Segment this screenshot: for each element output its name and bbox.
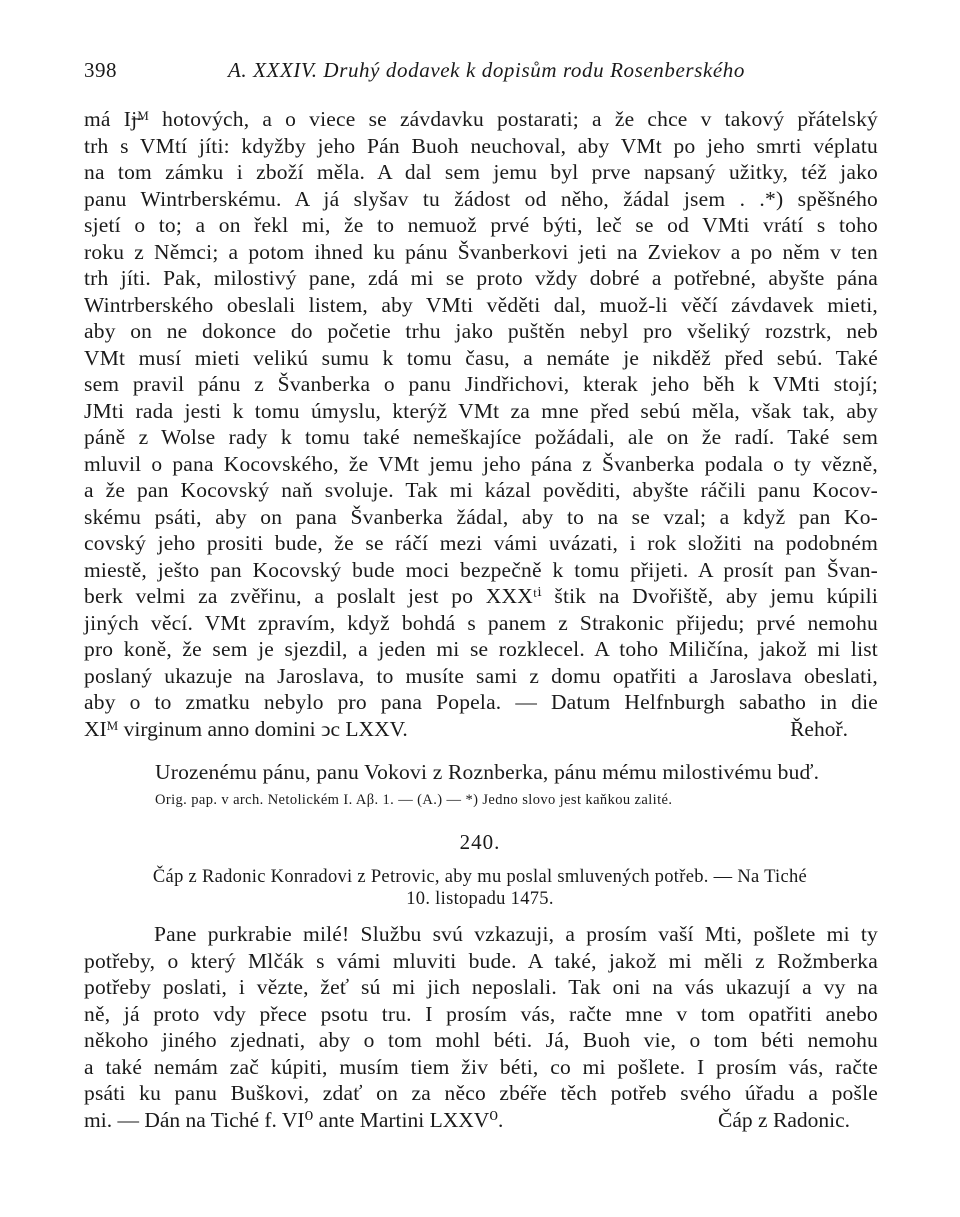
page-number: 398	[84, 58, 117, 82]
text-line: skému psáti, aby on pana Švanberka žádal, aby to na se vzal; a když pan Ko-	[84, 504, 878, 529]
letter-240-body	[84, 921, 878, 1133]
signature: Čáp z Radonic.	[718, 1107, 850, 1132]
running-title: A. XXXIV. Druhý dodavek k dopisům rodu Rosenberského	[228, 58, 746, 82]
text-line: trh jíti. Pak, milostivý pane, zdá mi se proto vždy dobré a potřebné, abyšte pána	[84, 266, 878, 290]
text-line: a také nemám zač kúpiti, musím tiem živ béti, co mi pošlete. I prosím vás, račte	[84, 1054, 878, 1079]
summary-line: Čáp z Radonic Konradovi z Petrovic, aby mu poslal smluvených potřeb. — Na Tiché	[152, 867, 808, 887]
text-line: miestě, ješto pan Kocovský bude moci bezpečně k tomu přijeti. A prosít pan Švan-	[84, 557, 878, 582]
closing-date: XIᴹ virginum anno domini ↄc LXXV.	[84, 716, 408, 741]
text-line: má Ij̶ᴹ hotových, a o viece se závdavku postarati; a že chce v takový přátelský	[84, 107, 878, 131]
text-line: Wintrberského obeslali listem, aby VMti věděti dal, muož-li věčí závdavek mieti,	[84, 292, 878, 317]
text-line: JMti rada jesti k tomu úmyslu, kterýž VMt za mne před sebú měla, však tak, aby	[84, 398, 878, 423]
text-line: trh s VMtí jíti: kdyžby jeho Pán Buoh neuchoval, aby VMt po jeho smrti véplatu	[84, 133, 878, 158]
text-line: aby on ne dokonce do početie trhu jako puštěn nebyl pro všeliký rozstrk, neb	[84, 319, 878, 343]
text-line: páně z Wolse rady k tomu také nemeškajíce požádali, ale on že radí. Také sem	[84, 425, 878, 449]
text-line: potřeby poslati, i vězte, žeť sú mi jich neposlali. Tak oni na vás ukazují a vy na	[84, 975, 878, 999]
text-line: jiných věcí. VMt zpravím, když bohdá s panem z Strakonic přijedu; prvé nemohu	[84, 610, 878, 635]
document-summary	[100, 866, 860, 910]
source-note: Orig. pap. v arch. Netolickém I. Aβ. 1. — (A.) — *) Jedno slovo jest kaňkou zalité.	[155, 792, 673, 808]
letter-address: Urozenému pánu, panu Vokovi z Roznberka, pánu mému milostivému buď.	[155, 760, 820, 784]
text-line: sjetí o to; a on řekl mi, že to nemuož prvé býti, leč se od VMti vrátí s toho	[84, 213, 878, 237]
document-number: 240.	[459, 830, 501, 854]
text-line: poslaný ukazuje na Jaroslava, to musíte sami z domu opatřiti a Jaroslava obeslati,	[84, 663, 878, 688]
running-header	[84, 58, 880, 88]
closing-row	[84, 716, 878, 743]
text-line: psáti ku panu Buškovi, zdať on za něco zbéře těch potřeb svého úřadu a pošle	[84, 1081, 878, 1105]
letter-239-body	[84, 106, 878, 742]
summary-line: 10. listopadu 1475.	[406, 889, 554, 909]
text-line: panu Wintrberskému. A já slyšav tu žádost od něho, žádal jsem . .*) spěšného	[84, 186, 878, 211]
text-line: ně, já proto vdy přece psotu tru. I prosím vás, račte mne v tom opatřiti anebo	[84, 1001, 878, 1026]
closing-row	[84, 1107, 878, 1134]
text-line: sem pravil pánu z Švanberka o panu Jindřichovi, kterak jeho běh k VMti stojí;	[84, 372, 878, 396]
text-line: a že pan Kocovský naň svoluje. Tak mi kázal pověditi, abyšte ráčili panu Kocov-	[84, 478, 878, 502]
text-line: na tom zámku i zboží měla. A dal sem jemu byl prve napsaný užitky, též jako	[84, 160, 878, 184]
text-line: pro koně, že sem je sjezdil, a jeden mi se rozklecel. A toho Miličína, jakož mi list	[84, 637, 878, 661]
text-line: potřeby, o který Mlčák s vámi mluviti bude. A také, jakož mi měli z Rožmberka	[84, 948, 878, 973]
closing-date: mi. — Dán na Tiché f. VI⁰ ante Martini LXXV⁰.	[84, 1107, 504, 1132]
text-line: covský jeho prositi bude, že se ráčí mezi vámi uvázati, i rok složiti na podobném	[84, 531, 878, 555]
text-line: berk velmi za zvěřinu, a poslalt jest po XXXᵗⁱ štik na Dvořiště, aby jemu kúpili	[84, 584, 878, 608]
signature: Řehoř.	[790, 716, 848, 741]
text-line: mluvil o pana Kocovského, že VMt jemu jeho pána z Švanberka podala o ty vězně,	[84, 451, 878, 476]
text-line: Pane purkrabie milé! Službu svú vzkazuji, a prosím vaší Mti, pošlete mi ty	[154, 922, 878, 946]
text-line: někoho jiného zjednati, aby o tom mohl béti. Já, Buoh vie, o tom béti nemohu	[84, 1028, 878, 1052]
text-line: aby o to zmatku nebylo pro pana Popela. — Datum Helfnburgh sabatho in die	[84, 690, 878, 714]
text-line: VMt musí mieti velikú sumu k tomu času, a nemáte je nikděž před sebú. Také	[84, 345, 878, 370]
text-line: roku z Němci; a potom ihned ku pánu Švanberkovi jeti na Zviekov a po něm v ten	[84, 239, 878, 264]
